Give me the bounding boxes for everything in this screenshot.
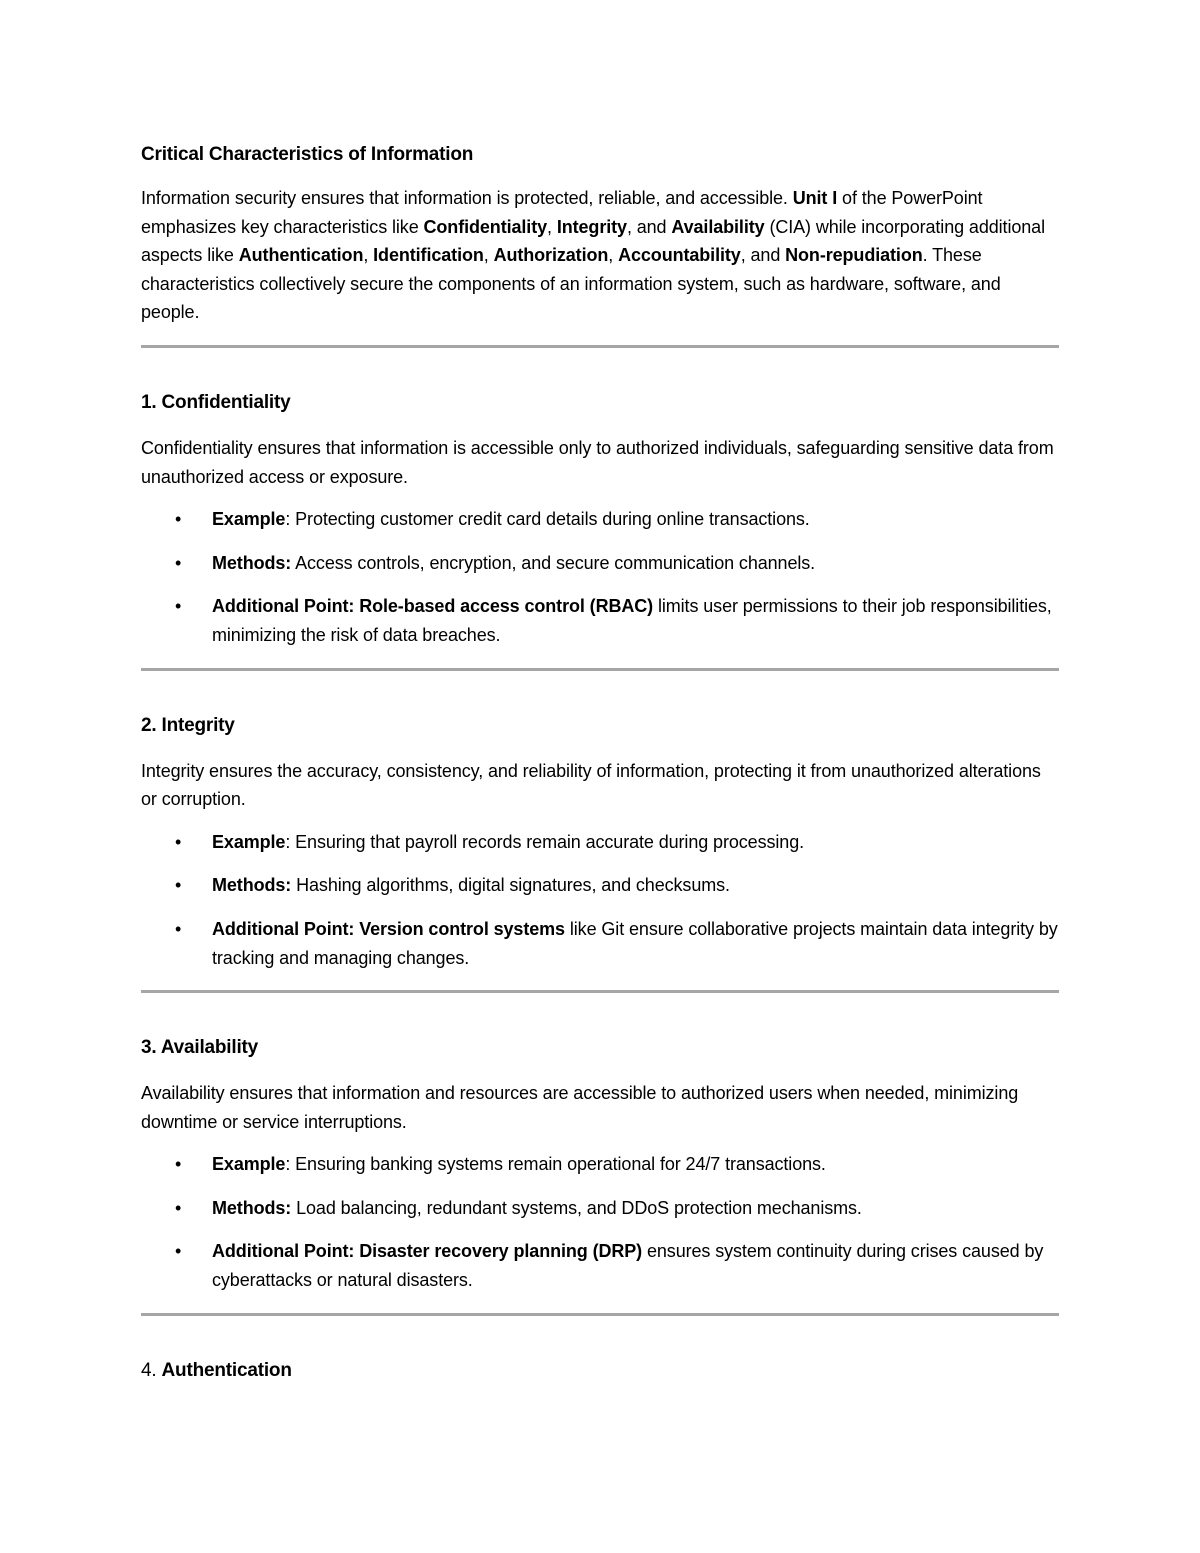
intro-text: . These characteristics collectively secure the components of an information system, such as hardware, software, and people. [141, 245, 1001, 323]
item-label: Additional Point [212, 1241, 349, 1262]
intro-text: , [608, 245, 619, 266]
item-text: Hashing algorithms, digital signatures, and checksums. [291, 875, 730, 896]
list-item-additional [141, 915, 1059, 972]
section-divider [141, 668, 1059, 671]
document-content [141, 142, 1059, 1402]
intro-text: , [363, 245, 374, 266]
section-heading-authentication [141, 1358, 1059, 1384]
item-separator: : [348, 1241, 360, 1262]
list-item-methods [141, 871, 1059, 900]
bullet-icon: • [175, 1241, 182, 1262]
bullet-list [141, 505, 1059, 649]
section-body: Integrity ensures the accuracy, consistency, and reliability of information, protecting it from unauthorized alterations or corruption. [141, 760, 1041, 810]
item-bold-term: Disaster recovery planning (DRP) [359, 1241, 643, 1262]
list-item-methods [141, 1194, 1059, 1223]
item-text: : Ensuring banking systems remain operational for 24/7 transactions. [285, 1154, 826, 1175]
section-divider [141, 990, 1059, 993]
item-label: Methods: [212, 875, 292, 896]
item-separator: : [348, 918, 360, 939]
intro-bold-integrity: Integrity [556, 216, 627, 237]
section-divider [141, 1313, 1059, 1316]
item-label: Methods: [212, 552, 292, 573]
intro-bold-authentication: Authentication [238, 245, 364, 266]
item-label: Methods: [212, 1197, 292, 1218]
section-body: Confidentiality ensures that information is accessible only to authorized individuals, safeguarding sensitive data from unauthorized access or exposure. [141, 437, 1054, 487]
item-text: like Git ensure collaborative projects maintain data integrity by tracking and managing changes. [212, 918, 1058, 968]
bullet-icon: • [175, 918, 182, 939]
list-item-example [141, 505, 1059, 534]
intro-text: (CIA) while incorporating additional aspects like [141, 216, 1045, 266]
intro-bold-authorization: Authorization [493, 245, 609, 266]
bullet-icon: • [175, 1197, 182, 1218]
intro-text: , [483, 245, 494, 266]
intro-bold-accountability: Accountability [618, 245, 741, 266]
item-text: limits user permissions to their job responsibilities, minimizing the risk of data breaches. [212, 596, 1052, 645]
section-body: Availability ensures that information and resources are accessible to authorized users when needed, minimizing downtime or service interruptions. [141, 1083, 1019, 1132]
intro-text: , and [740, 245, 786, 266]
intro-text: Information security ensures that information is protected, reliable, and accessible. [141, 188, 793, 208]
intro-text: , [547, 216, 557, 237]
list-item-example [141, 1150, 1059, 1179]
bullet-icon: • [175, 509, 182, 530]
section-number: 4. [141, 1359, 162, 1381]
item-separator: : [348, 596, 360, 617]
item-label: Additional Point [212, 596, 349, 617]
item-text: : Protecting customer credit card details during online transactions. [285, 509, 810, 530]
item-label: Example [212, 1154, 286, 1175]
item-bold-term: Version control systems [359, 918, 565, 939]
bullet-list [141, 1150, 1059, 1294]
bullet-icon: • [175, 596, 182, 617]
section-heading-availability: 3. Availability [141, 1037, 259, 1059]
intro-bold-availability: Availability [671, 216, 765, 237]
intro-bold-confidentiality: Confidentiality [423, 216, 548, 237]
section-heading-integrity: 2. Integrity [141, 714, 235, 736]
bullet-icon: • [175, 552, 182, 573]
section-heading-confidentiality: 1. Confidentiality [141, 391, 291, 413]
item-label: Additional Point [212, 918, 349, 939]
intro-bold-non-repudiation: Non-repudiation [785, 245, 923, 266]
bullet-list [141, 828, 1059, 972]
item-label: Example [212, 831, 286, 852]
bullet-icon: • [175, 875, 182, 896]
intro-bold-identification: Identification [373, 245, 484, 266]
intro-bold-unit: Unit I [792, 188, 838, 208]
intro-text: , and [626, 216, 672, 237]
item-text: Access controls, encryption, and secure communication channels. [291, 552, 816, 573]
item-text: : Ensuring that payroll records remain accurate during processing. [285, 831, 805, 852]
bullet-icon: • [175, 1154, 182, 1175]
list-item-additional [141, 1237, 1059, 1294]
intro-text: of the PowerPoint emphasizes key characteristics like [141, 188, 983, 237]
item-text: ensures system continuity during crises caused by cyberattacks or natural disasters. [212, 1241, 1044, 1291]
bullet-icon: • [175, 831, 182, 852]
item-label: Example [212, 509, 286, 530]
list-item-example [141, 828, 1059, 857]
intro-paragraph [141, 184, 1059, 327]
item-bold-term: Role-based access control (RBAC) [359, 596, 654, 617]
document-title: Critical Characteristics of Information [141, 144, 474, 165]
list-item-additional [141, 592, 1059, 649]
item-text: Load balancing, redundant systems, and DDoS protection mechanisms. [291, 1197, 862, 1218]
section-divider [141, 345, 1059, 348]
list-item-methods [141, 549, 1059, 578]
section-title: Authentication [161, 1359, 292, 1381]
